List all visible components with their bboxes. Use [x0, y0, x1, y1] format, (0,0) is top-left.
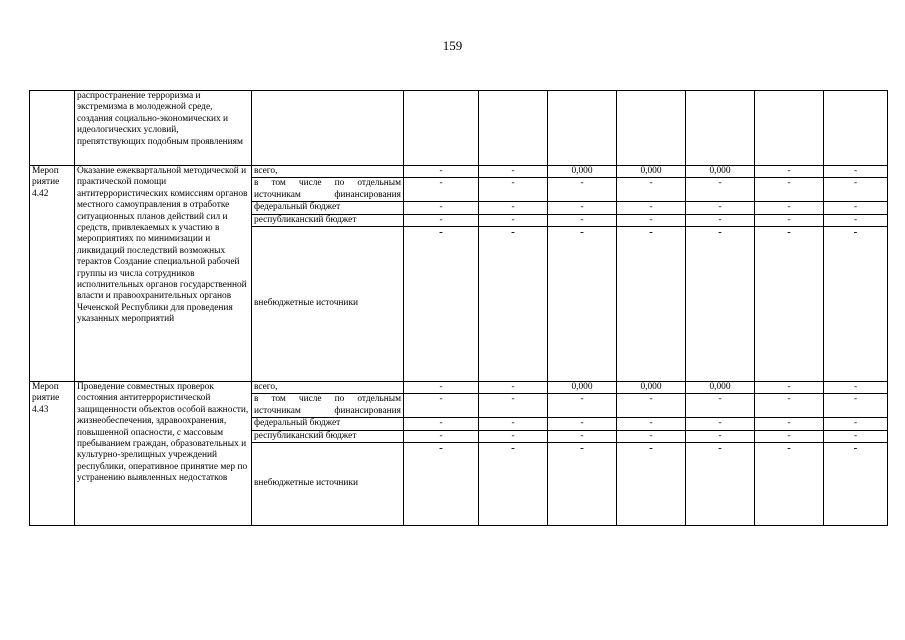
funding-value: - — [479, 178, 548, 202]
measure-description: Проведение совместных проверок состояния антитеррористической защищенности объектов особой важности, жизнеобеспечения, здравоохранения, повышенной опасности, с массовым пребыванием граждан, образовательных и культурно-зрелищных учреждений республики, оперативное принятие мер по устранению выявленных недостатков — [75, 382, 252, 526]
funding-source: всего, — [252, 382, 404, 394]
funding-value: 0,000 — [548, 166, 617, 178]
continuation-source-cell — [252, 91, 404, 166]
continuation-value-cell — [824, 91, 888, 166]
funding-value: - — [548, 227, 617, 382]
funding-value: 0,000 — [617, 166, 686, 178]
funding-value: - — [479, 418, 548, 430]
funding-value: - — [824, 443, 888, 526]
funding-source: внебюджетные источники — [252, 227, 404, 382]
funding-value: - — [617, 443, 686, 526]
funding-source: всего, — [252, 166, 404, 178]
funding-value: - — [824, 394, 888, 418]
funding-value: - — [404, 394, 479, 418]
funding-value: - — [824, 227, 888, 382]
funding-value: - — [755, 178, 824, 202]
funding-value: - — [617, 394, 686, 418]
funding-value: - — [548, 202, 617, 214]
funding-value: - — [686, 443, 755, 526]
funding-value: - — [617, 214, 686, 226]
continuation-value-cell — [617, 91, 686, 166]
funding-value: - — [686, 214, 755, 226]
funding-value: - — [404, 227, 479, 382]
funding-value: - — [548, 443, 617, 526]
funding-value: - — [824, 178, 888, 202]
measure-id: Мероп риятие 4.43 — [30, 382, 75, 526]
funding-value: - — [479, 227, 548, 382]
continuation-row — [30, 91, 888, 166]
funding-value: - — [824, 430, 888, 442]
continuation-id-cell — [30, 91, 75, 166]
funding-value: - — [755, 214, 824, 226]
funding-value: - — [404, 430, 479, 442]
funding-value: - — [617, 430, 686, 442]
funding-value: 0,000 — [686, 382, 755, 394]
funding-value: - — [617, 178, 686, 202]
funding-value: - — [755, 418, 824, 430]
continuation-value-cell — [686, 91, 755, 166]
funding-source: федеральный бюджет — [252, 418, 404, 430]
funding-value: - — [548, 430, 617, 442]
funding-value: - — [548, 214, 617, 226]
measure-id: Мероп риятие 4.42 — [30, 166, 75, 382]
funding-value: - — [755, 430, 824, 442]
funding-value: - — [617, 202, 686, 214]
funding-value: - — [824, 214, 888, 226]
funding-value: - — [824, 382, 888, 394]
funding-value: - — [755, 394, 824, 418]
funding-value: - — [617, 227, 686, 382]
funding-value: - — [404, 178, 479, 202]
funding-value: - — [686, 394, 755, 418]
funding-source: республиканский бюджет — [252, 430, 404, 442]
continuation-value-cell — [548, 91, 617, 166]
page-number: 159 — [442, 38, 463, 53]
funding-value: - — [404, 382, 479, 394]
funding-value: - — [686, 418, 755, 430]
funding-value: - — [404, 214, 479, 226]
funding-value: - — [404, 418, 479, 430]
funding-value: - — [686, 430, 755, 442]
funding-value: - — [404, 166, 479, 178]
funding-value: - — [686, 178, 755, 202]
continuation-value-cell — [479, 91, 548, 166]
continuation-value-cell — [404, 91, 479, 166]
funding-value: - — [755, 202, 824, 214]
funding-value: - — [404, 443, 479, 526]
funding-value: - — [755, 443, 824, 526]
continuation-value-cell — [755, 91, 824, 166]
funding-value: - — [479, 382, 548, 394]
funding-value: - — [617, 418, 686, 430]
funding-source: в том числе по отдельным источникам финансирования — [252, 394, 404, 418]
table-row — [30, 166, 888, 178]
funding-source: республиканский бюджет — [252, 214, 404, 226]
funding-value: - — [479, 430, 548, 442]
funding-value: - — [404, 202, 479, 214]
funding-value: - — [686, 227, 755, 382]
funding-source: внебюджетные источники — [252, 443, 404, 526]
funding-value: 0,000 — [548, 382, 617, 394]
funding-value: - — [479, 202, 548, 214]
measure-description: Оказание ежеквартальной методической и практической помощи антитеррористических комиссиям органов местного самоуправления в отработке ситуационных планов действий сил и средств, привлекаемых к участию в мероприятиях по минимизации и ликвидаций последствий возможных терактов Создание специальной рабочей группы из числа сотрудников исполнительных органов государственной власти и правоохранительных органов Чеченской Республики для проведения указанных мероприятий — [75, 166, 252, 382]
funding-value: - — [548, 418, 617, 430]
funding-value: - — [479, 443, 548, 526]
funding-value: - — [824, 202, 888, 214]
funding-value: - — [479, 214, 548, 226]
table-row — [30, 382, 888, 394]
funding-value: - — [755, 227, 824, 382]
funding-value: 0,000 — [686, 166, 755, 178]
funding-value: - — [824, 166, 888, 178]
funding-value: - — [755, 166, 824, 178]
continuation-description: распространение терроризма и экстремизма в молодежной среде, создания социально-экономических и идеологических условий, препятствующих подобным проявлениям — [75, 91, 252, 166]
funding-value: - — [548, 178, 617, 202]
funding-value: - — [479, 394, 548, 418]
funding-value: - — [479, 166, 548, 178]
funding-value: 0,000 — [617, 382, 686, 394]
funding-value: - — [548, 394, 617, 418]
funding-value: - — [755, 382, 824, 394]
funding-source: федеральный бюджет — [252, 202, 404, 214]
funding-value: - — [686, 202, 755, 214]
funding-value: - — [824, 418, 888, 430]
funding-source: в том числе по отдельным источникам финансирования — [252, 178, 404, 202]
funding-table — [29, 90, 888, 526]
